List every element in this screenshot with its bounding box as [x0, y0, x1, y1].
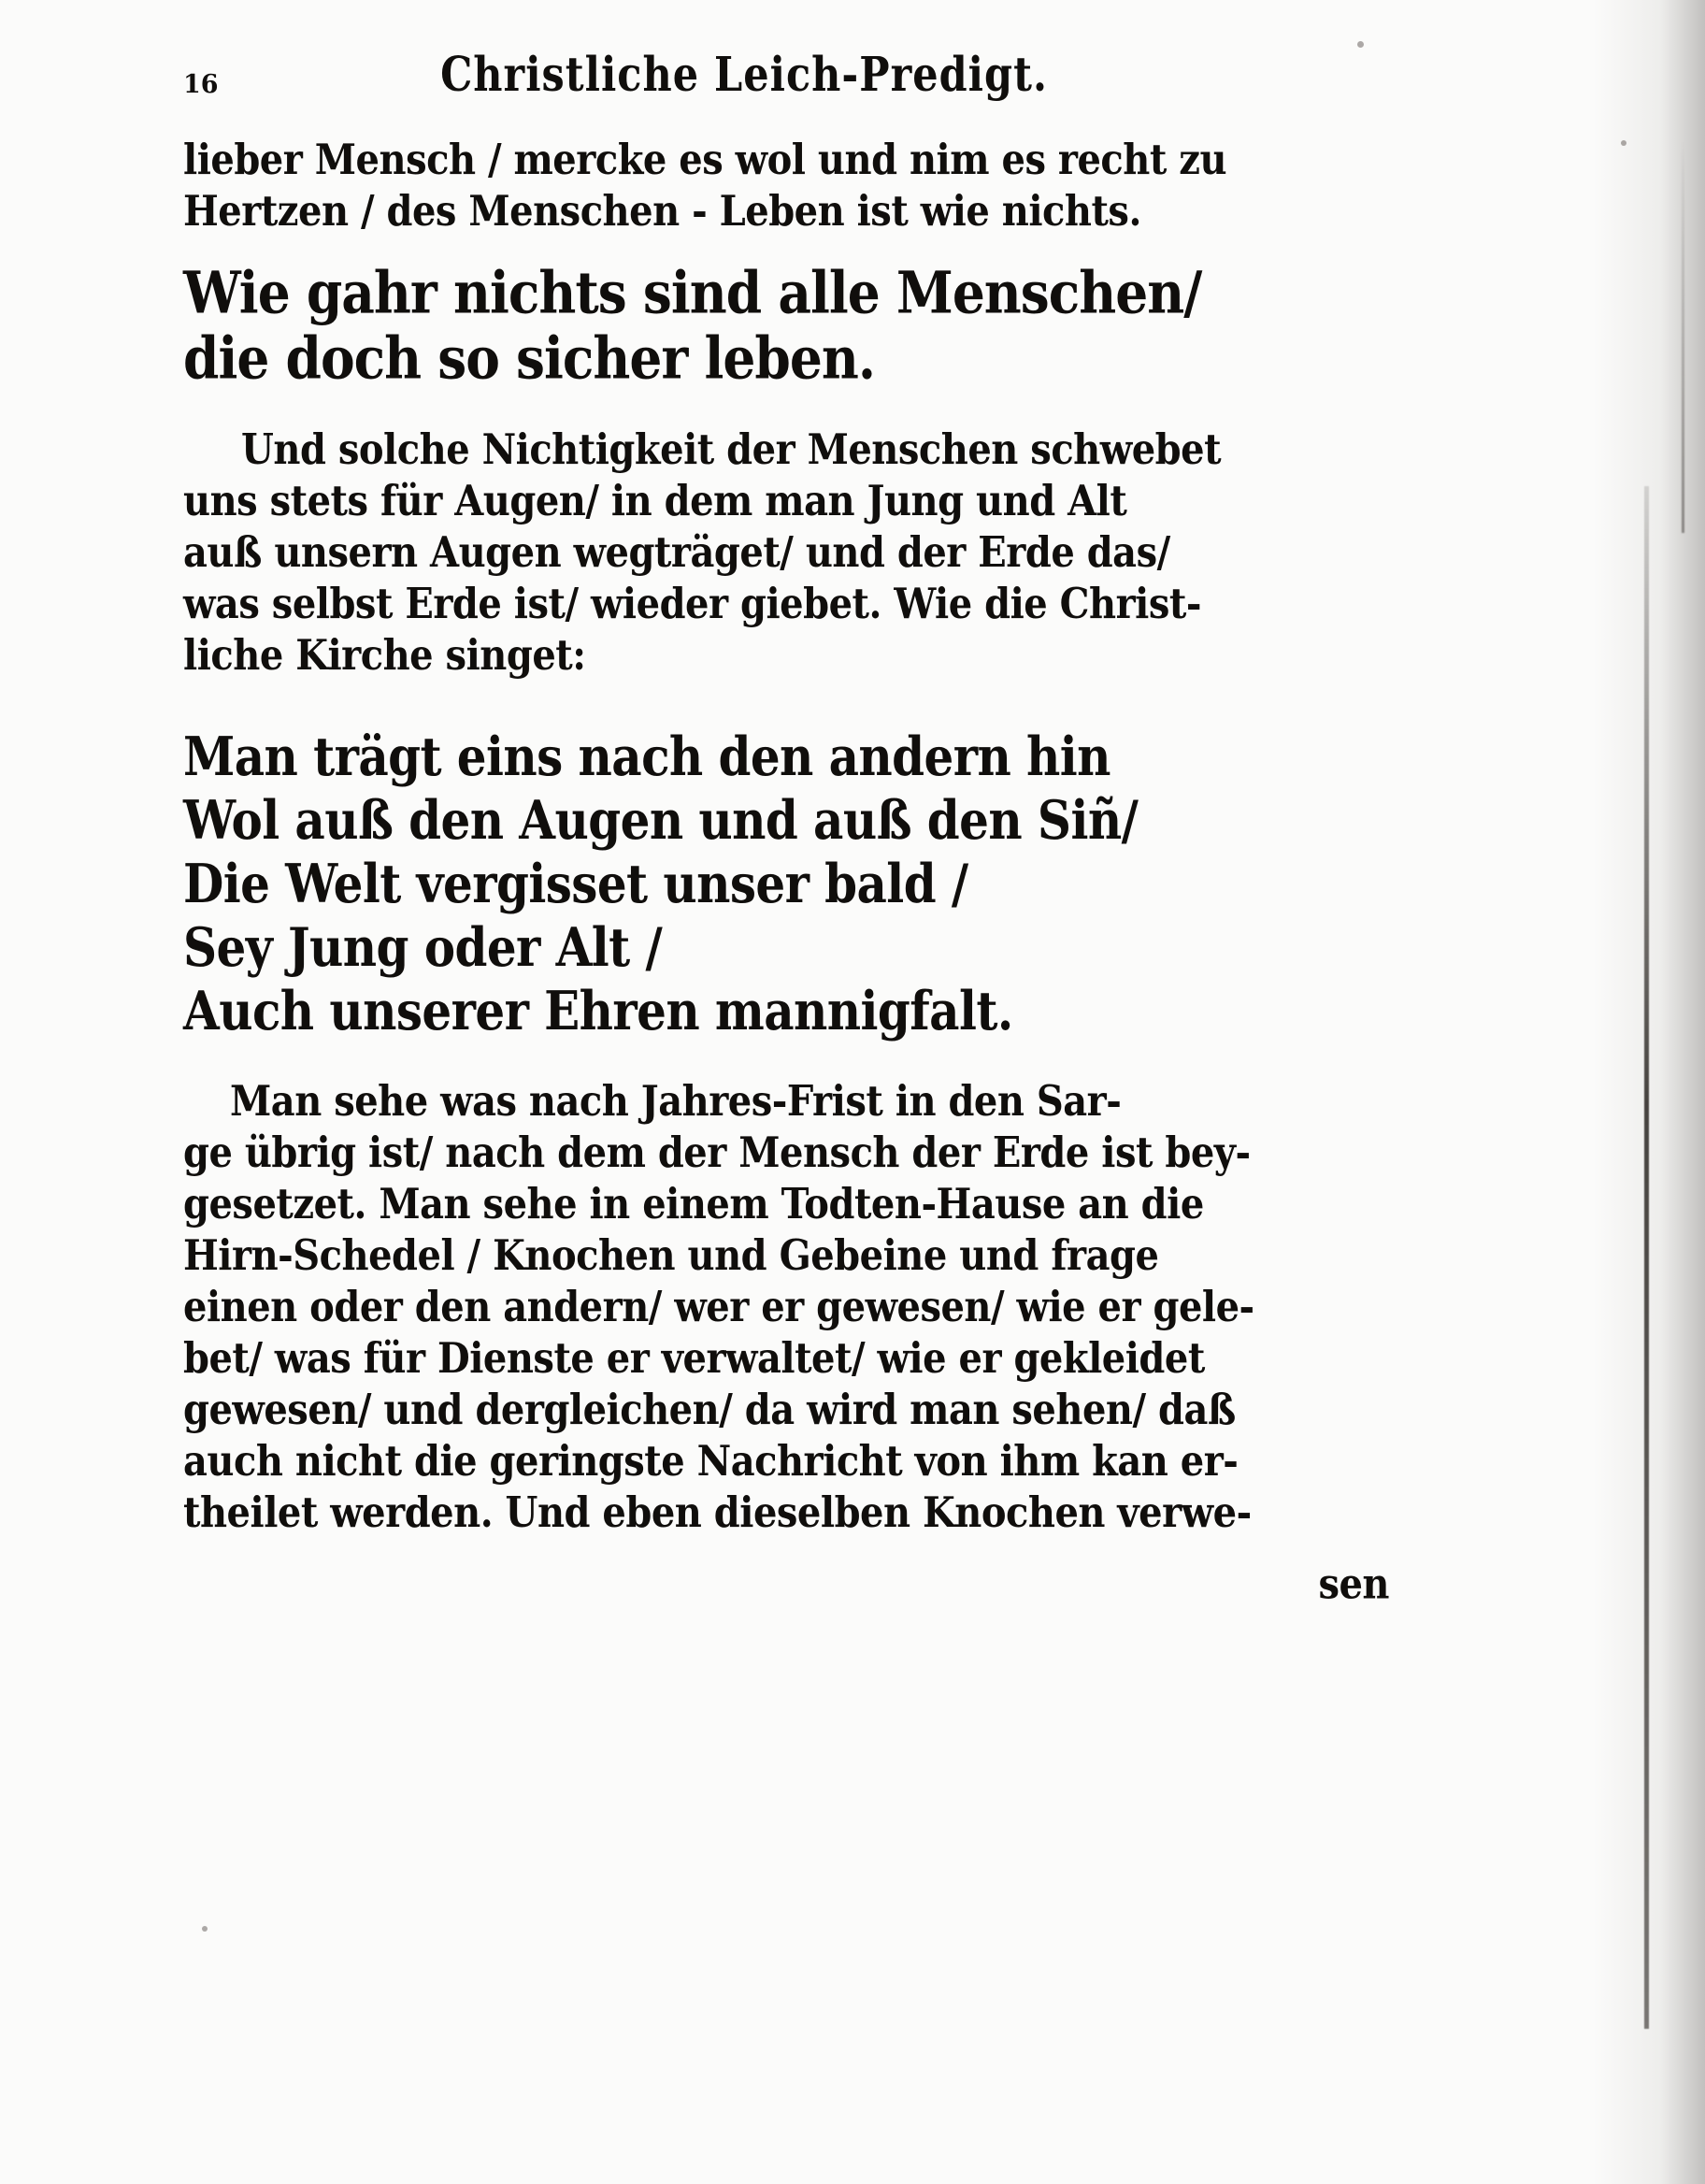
- text-line: gesetzet. Man sehe in einem Todten-Hause an die: [183, 1179, 1204, 1229]
- paragraph-nichtigkeit: [183, 421, 1398, 681]
- verse-line: Man trägt eins nach den andern hin: [183, 725, 1110, 788]
- text-line: auß unsern Augen wegträget/ und der Erde das/: [183, 527, 1170, 578]
- catchword: sen: [1318, 1559, 1389, 1609]
- text-line: die doch so sicher leben.: [183, 323, 875, 393]
- text-line: was selbst Erde ist/ wieder giebet. Wie die Christ-: [183, 579, 1201, 629]
- paragraph-display-sentence: [183, 256, 1398, 393]
- scan-speck: [202, 1926, 208, 1932]
- verse-line: Auch unserer Ehren mannigfalt.: [183, 979, 1013, 1042]
- text-block: [183, 48, 1398, 1609]
- text-line: liche Kirche singet:: [183, 630, 586, 681]
- text-line: einen oder den andern/ wer er gewesen/ wie er gele-: [183, 1282, 1254, 1332]
- verse-hymn: [183, 721, 1398, 1042]
- text-line: Man sehe was nach Jahres-Frist in den Sar-: [230, 1076, 1122, 1127]
- scan-speck: [1357, 41, 1364, 48]
- page-header: [183, 48, 1398, 103]
- text-line: Und solche Nichtigkeit der Menschen schwebet: [241, 424, 1222, 475]
- text-line: Wie gahr nichts sind alle Menschen/: [183, 258, 1202, 327]
- verse-line: Sey Jung oder Alt /: [183, 915, 663, 979]
- verse-line: Die Welt vergisset unser bald /: [183, 852, 968, 915]
- folio-number: 16: [183, 70, 219, 99]
- page-edge-line: [1644, 486, 1649, 2029]
- running-head: Christliche Leich-Predigt.: [440, 48, 1048, 103]
- page-edge-line-upper: [1682, 140, 1684, 533]
- text-line: auch nicht die geringste Nachricht von ihm kan er-: [183, 1436, 1239, 1487]
- text-line: theilet werden. Und eben dieselben Knochen verwe-: [183, 1487, 1252, 1538]
- verse-line: Wol auß den Augen und auß den Siñ/: [183, 788, 1139, 852]
- paragraph-man-sehe: [183, 1072, 1398, 1538]
- text-line: Hirn-Schedel / Knochen und Gebeine und frage: [183, 1230, 1159, 1281]
- text-line: Hertzen / des Menschen - Leben ist wie nichts.: [183, 186, 1141, 237]
- text-line: uns stets für Augen/ in dem man Jung und Alt: [183, 476, 1127, 526]
- text-line: gewesen/ und dergleichen/ da wird man sehen/ daß: [183, 1385, 1236, 1435]
- text-line: lieber Mensch / mercke es wol und nim es recht zu: [183, 135, 1227, 185]
- text-line: bet/ was für Dienste er verwaltet/ wie er gekleidet: [183, 1333, 1205, 1384]
- scan-speck: [1621, 140, 1626, 146]
- paragraph-opening: [183, 131, 1398, 237]
- text-line: ge übrig ist/ nach dem der Mensch der Erde ist bey-: [183, 1128, 1251, 1178]
- page-edge-shadow: [1593, 0, 1705, 2184]
